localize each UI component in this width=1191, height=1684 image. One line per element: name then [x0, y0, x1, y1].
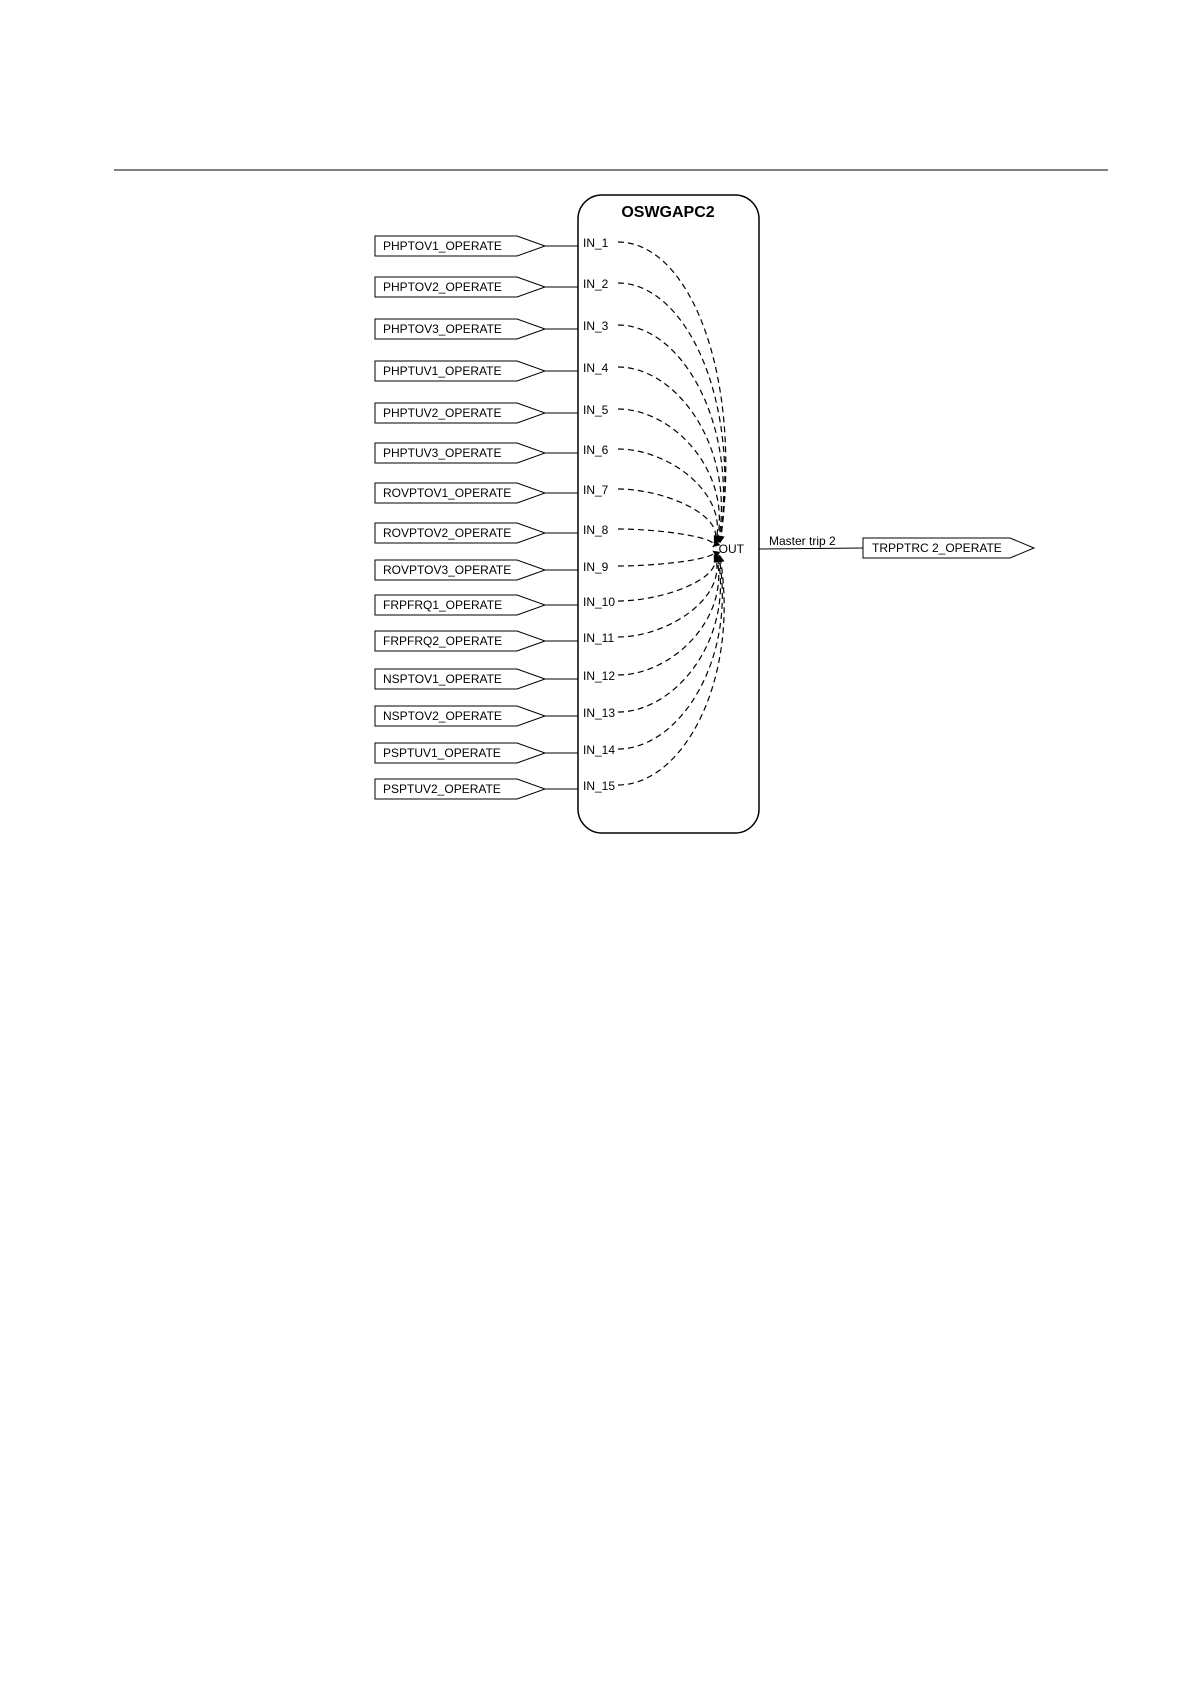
input-pin-label: IN_2 — [583, 277, 609, 291]
input-signal-label: ROVPTOV2_OPERATE — [383, 526, 512, 540]
input-pin-label: IN_15 — [583, 779, 616, 793]
input-pin-label: IN_4 — [583, 361, 609, 375]
input-signal-label: PHPTUV3_OPERATE — [383, 446, 502, 460]
block-title: OSWGAPC2 — [621, 204, 715, 221]
input-pin-label: IN_10 — [583, 595, 616, 609]
output-line-label: Master trip 2 — [769, 534, 836, 548]
input-pin-label: IN_5 — [583, 403, 609, 417]
input-pin-label: IN_11 — [583, 631, 615, 645]
input-signal-label: NSPTOV1_OPERATE — [383, 672, 502, 686]
input-signal-label: ROVPTOV3_OPERATE — [383, 563, 512, 577]
input-signal-label: PHPTOV3_OPERATE — [383, 322, 502, 336]
input-pin-label: IN_9 — [583, 560, 609, 574]
output-pin-label: OUT — [718, 542, 744, 556]
input-pin-label: IN_1 — [583, 236, 609, 250]
input-pin-label: IN_14 — [583, 743, 616, 757]
input-pin-label: IN_12 — [583, 669, 616, 683]
input-signal-label: NSPTOV2_OPERATE — [383, 709, 502, 723]
input-signal-label: FRPFRQ2_OPERATE — [383, 634, 503, 648]
input-signal-label: FRPFRQ1_OPERATE — [383, 598, 503, 612]
input-signal-label: PHPTOV2_OPERATE — [383, 280, 502, 294]
input-pin-label: IN_8 — [583, 523, 609, 537]
output-signal-label: TRPPTRC 2_OPERATE — [872, 541, 1002, 555]
input-pin-label: IN_7 — [583, 483, 609, 497]
input-signal-label: PSPTUV1_OPERATE — [383, 746, 501, 760]
input-pin-label: IN_13 — [583, 706, 616, 720]
input-pin-label: IN_6 — [583, 443, 609, 457]
input-pin-label: IN_3 — [583, 319, 609, 333]
output-line — [759, 548, 863, 549]
input-signal-label: PSPTUV2_OPERATE — [383, 782, 501, 796]
input-signal-label: PHPTUV2_OPERATE — [383, 406, 502, 420]
input-signal-label: PHPTUV1_OPERATE — [383, 364, 502, 378]
input-signal-label: ROVPTOV1_OPERATE — [383, 486, 512, 500]
input-signal-label: PHPTOV1_OPERATE — [383, 239, 502, 253]
